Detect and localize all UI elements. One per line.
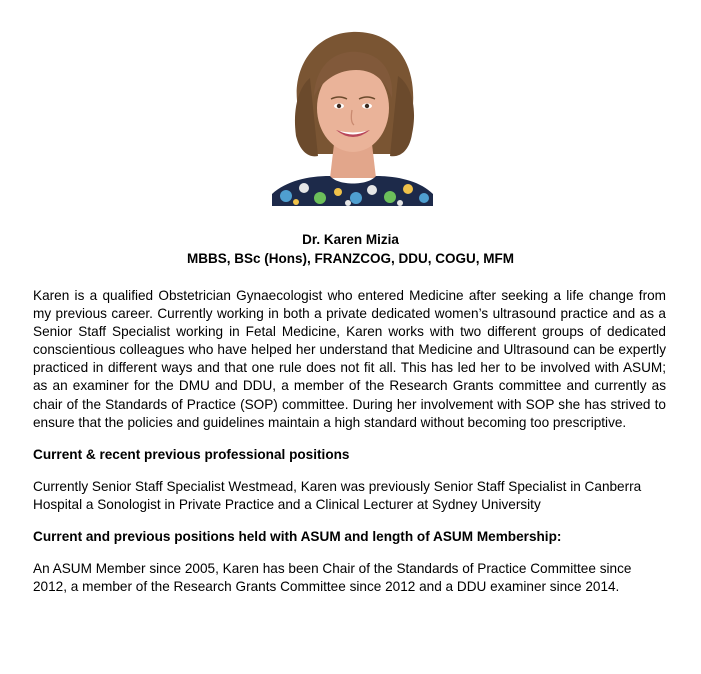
doctor-name: Dr. Karen Mizia <box>302 232 399 247</box>
section-heading-asum-positions: Current and previous positions held with ASUM and length of ASUM Membership: <box>33 529 562 545</box>
section-body-asum-positions: An ASUM Member since 2005, Karen has been Chair of the Standards of Practice Committee since 2012, a member of the Research Grants Committee since 2012 and a DDU examiner since 2014. <box>33 561 632 595</box>
section-body-professional-positions: Currently Senior Staff Specialist Westmead, Karen was previously Senior Staff Specialist in Canberra Hospital a Sonologist in Private Practice and a Clinical Lecturer at Sydney University <box>33 478 642 512</box>
profile-header <box>0 230 701 268</box>
section-heading-professional-positions: Current & recent previous professional positions <box>33 446 350 462</box>
profile-content <box>33 287 666 596</box>
profile-photo <box>272 26 433 206</box>
bio-paragraph: Karen is a qualified Obstetrician Gynaecologist who entered Medicine after seeking a life change from my previous career. Currently working in both a private dedicated women’s ultrasound practice and as a Senior Staff Specialist working in Fetal Medicine, Karen works with two different groups of dedicated conscientious colleagues who have helped her understand that Medicine and Ultrasound can be expertly practiced in different ways and that one rule does not fit all. This has led her to be involved with ASUM; as an examiner for the DMU and DDU, a member of the Research Grants committee and currently as chair of the Standards of Practice (SOP) committee. During her involvement with SOP she has strived to ensure that the policies and guidelines maintain a high standard without becoming too prescriptive. <box>33 288 666 430</box>
doctor-credentials: MBBS, BSc (Hons), FRANZCOG, DDU, COGU, MFM <box>187 251 514 266</box>
